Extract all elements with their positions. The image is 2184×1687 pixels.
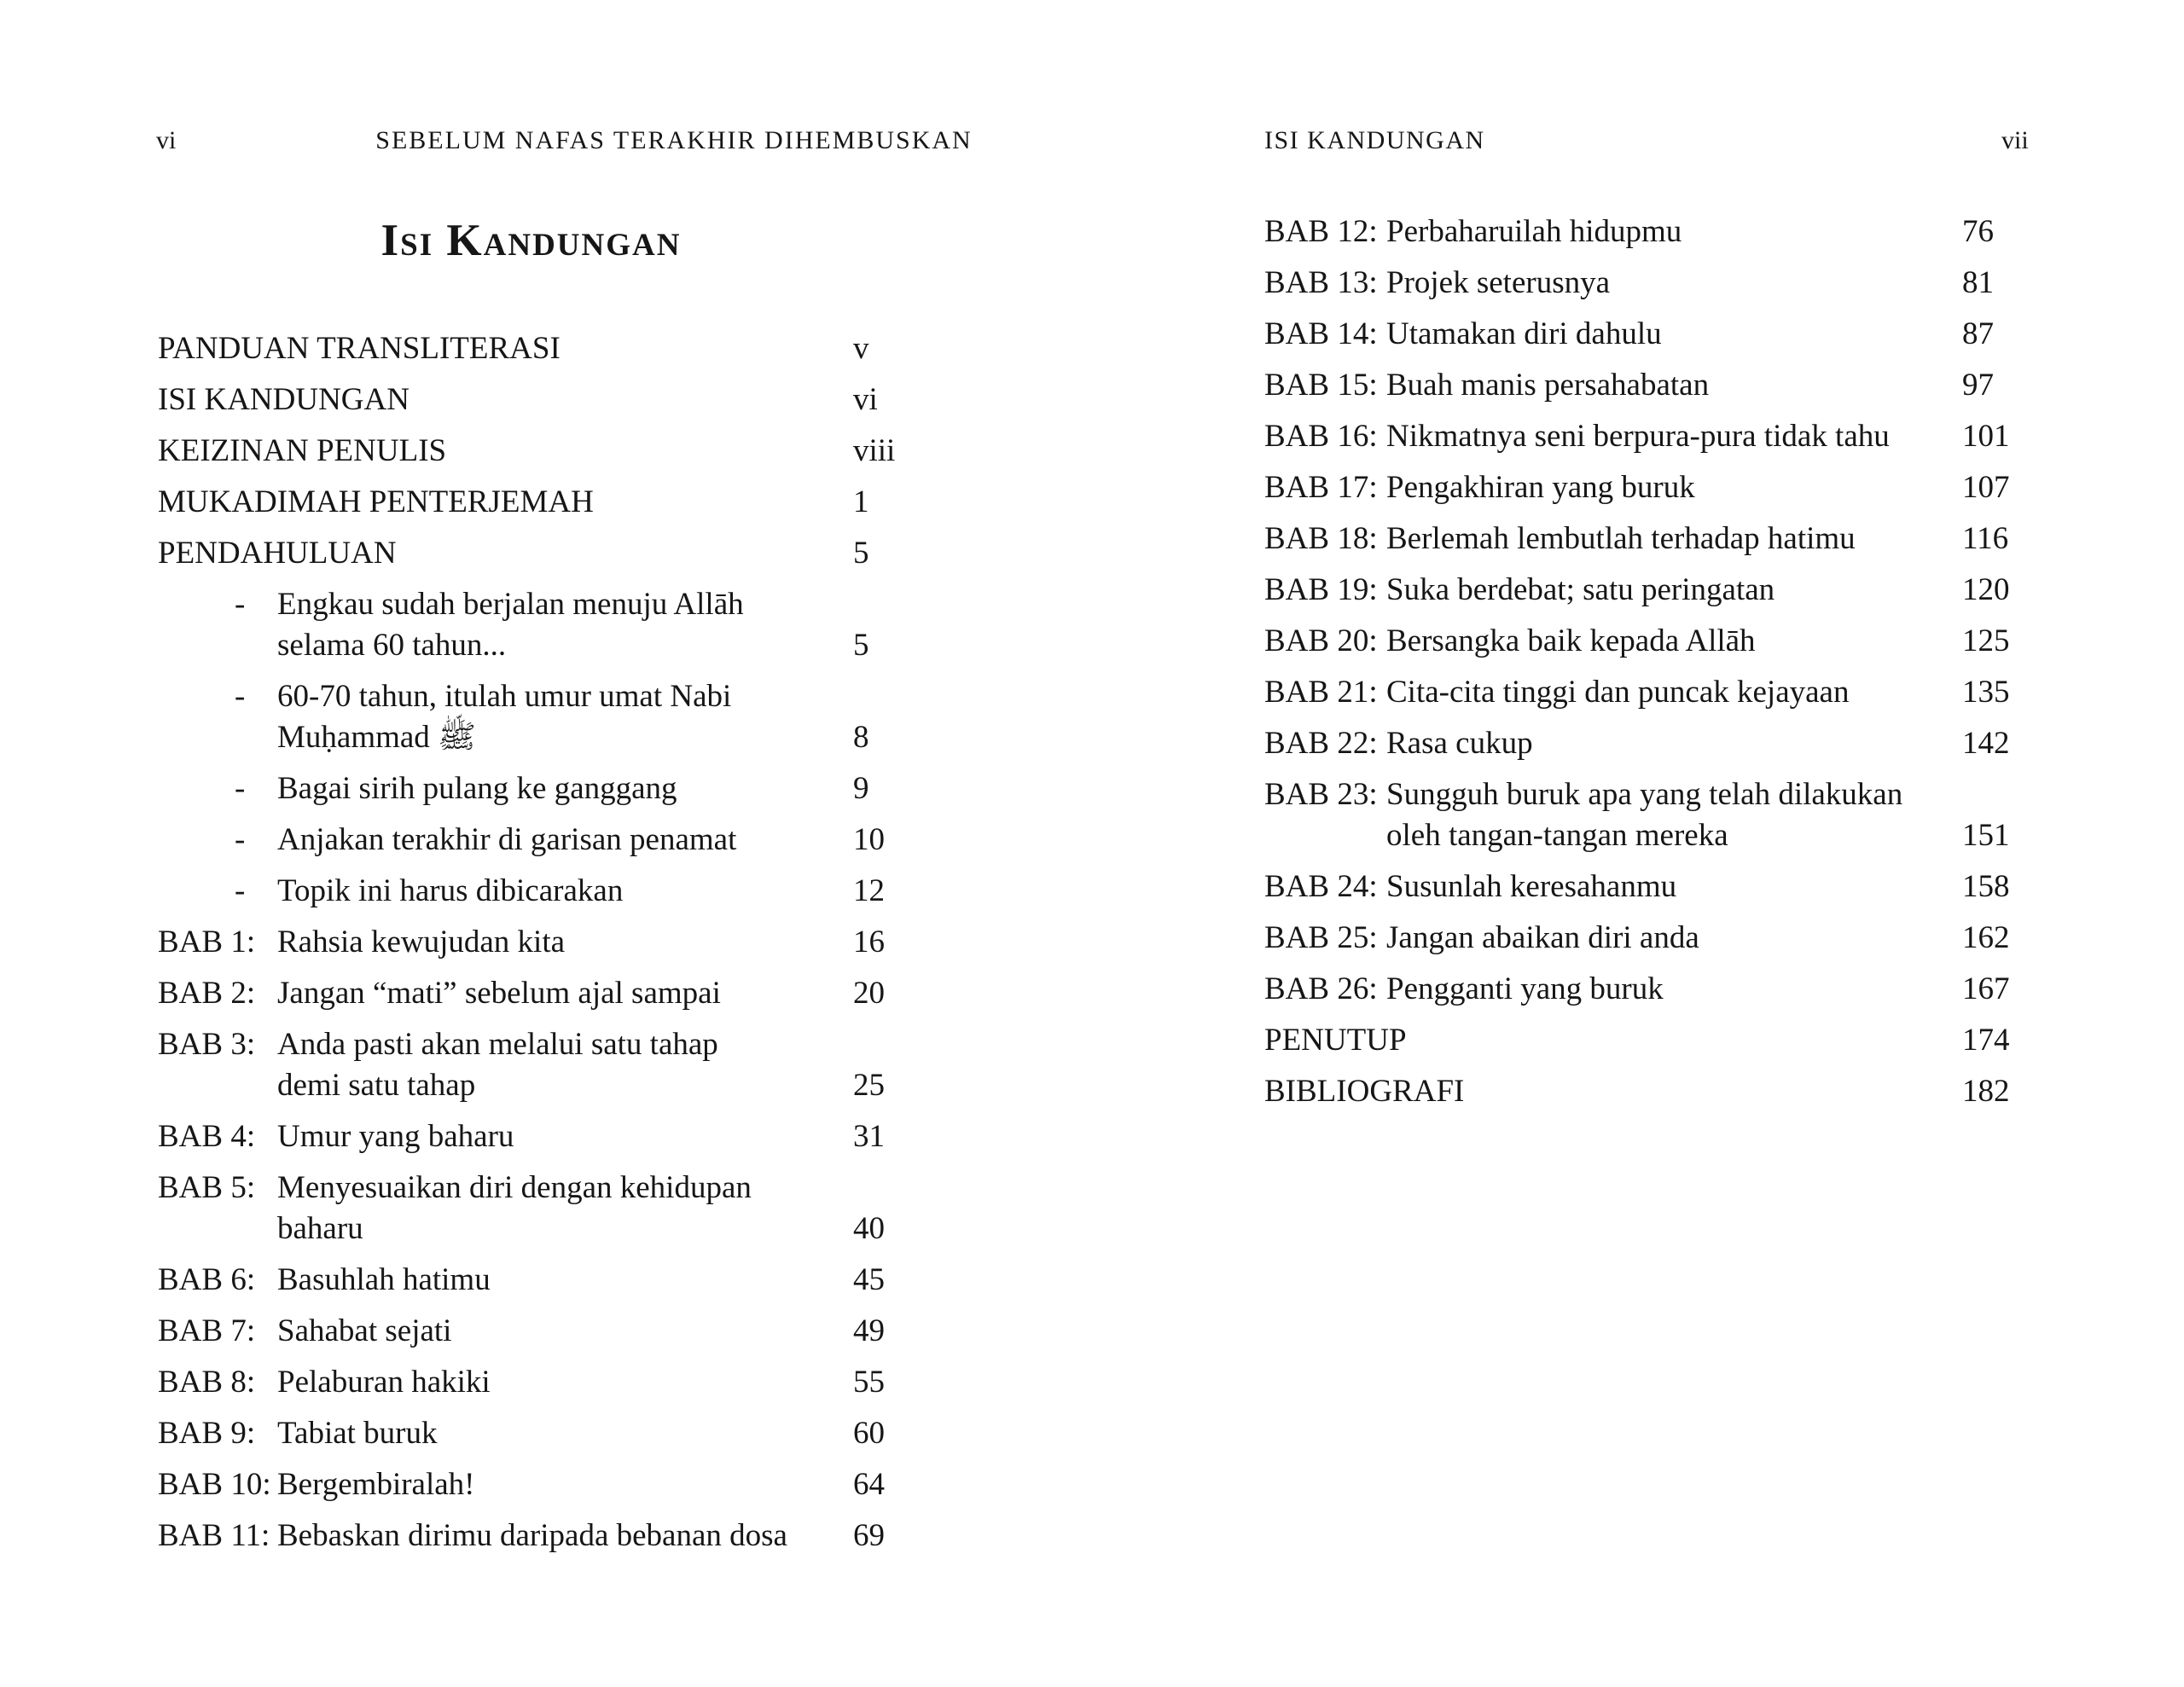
entry-label: BAB 5: [158, 1170, 256, 1205]
toc-entry [1264, 1071, 2066, 1112]
entry-label: BAB 25: [1264, 920, 1378, 955]
entry-title: Menyesuaikan diri dengan kehidupan baharu [277, 1170, 752, 1246]
toc-entry [1264, 1020, 2066, 1061]
entry-label: BAB 20: [1264, 623, 1378, 658]
entry-label: BAB 17: [1264, 470, 1378, 505]
entry-page-number: 16 [853, 925, 885, 959]
entry-page-number: 135 [1962, 675, 2010, 710]
toc-entry [1264, 416, 2066, 457]
entry-label: BAB 2: [158, 976, 256, 1011]
entry-title: Pengganti yang buruk [1386, 971, 1664, 1006]
running-header-right: ISI KANDUNGAN [1264, 126, 1485, 154]
toc-entry [158, 1464, 956, 1505]
toc-entry [158, 1362, 956, 1403]
entry-label: BAB 19: [1264, 572, 1378, 607]
entry-dash: - [235, 587, 246, 622]
entry-page-number: 55 [853, 1365, 885, 1400]
entry-title: Projek seterusnya [1386, 265, 1611, 300]
entry-page-number: 31 [853, 1119, 885, 1154]
entry-page-number: 1 [853, 484, 869, 519]
entry-page-number: 45 [853, 1262, 885, 1297]
toc-entry [1264, 314, 2066, 355]
entry-title: 60-70 tahun, itulah umur umat Nabi Muḥammad ﷺ [277, 679, 732, 755]
entry-page-number: 125 [1962, 623, 2010, 658]
entry-label: BAB 4: [158, 1119, 256, 1154]
entry-title: Nikmatnya seni berpura-pura tidak tahu [1386, 419, 1890, 454]
entry-title: Sungguh buruk apa yang telah dilakukan oleh tangan-tangan mereka [1386, 777, 1903, 853]
entry-title: Berlemah lembutlah terhadap hatimu [1386, 521, 1856, 556]
entry-dash: - [235, 822, 246, 857]
toc-entry [158, 1116, 956, 1157]
entry-label: BAB 9: [158, 1416, 256, 1451]
entry-page-number: 167 [1962, 971, 2010, 1006]
entry-page-number: 25 [853, 1068, 885, 1103]
entry-label: BAB 8: [158, 1365, 256, 1400]
entry-title: Cita-cita tinggi dan puncak kejayaan [1386, 675, 1850, 710]
entry-label: BAB 10: [158, 1467, 271, 1502]
entry-label: BAB 22: [1264, 726, 1378, 761]
entry-title: BIBLIOGRAFI [1264, 1074, 1465, 1109]
entry-title: PENUTUP [1264, 1023, 1407, 1058]
entry-title: PANDUAN TRANSLITERASI [158, 331, 561, 366]
entry-page-number: 69 [853, 1518, 885, 1553]
toc-entry [1264, 969, 2066, 1010]
entry-page-number: viii [853, 433, 896, 468]
entry-title: Topik ini harus dibicarakan [277, 873, 624, 908]
entry-label: BAB 15: [1264, 368, 1378, 403]
entry-label: BAB 21: [1264, 675, 1378, 710]
entry-title: Jangan “mati” sebelum ajal sampai [277, 976, 721, 1011]
running-header-left: SEBELUM NAFAS TERAKHIR DIHEMBUSKAN [375, 126, 973, 154]
entry-label: BAB 14: [1264, 316, 1378, 351]
entry-title: MUKADIMAH PENTERJEMAH [158, 484, 594, 519]
entry-page-number: 116 [1962, 521, 2009, 556]
entry-title: Basuhlah hatimu [277, 1262, 491, 1297]
entry-label: BAB 7: [158, 1313, 256, 1348]
entry-page-number: 81 [1962, 265, 1994, 300]
toc-entry [158, 328, 956, 369]
entry-title: Buah manis persahabatan [1386, 368, 1710, 403]
entry-title: Perbaharuilah hidupmu [1386, 214, 1682, 249]
entry-page-number: 107 [1962, 470, 2010, 505]
toc-entry [1264, 918, 2066, 959]
toc-entry [1264, 570, 2066, 611]
entry-page-number: 151 [1962, 818, 2010, 853]
toc-entry [158, 584, 956, 666]
entry-label: BAB 24: [1264, 869, 1378, 904]
toc-entry [158, 871, 956, 912]
entry-title: ISI KANDUNGAN [158, 382, 410, 417]
toc-entry [158, 676, 956, 758]
toc-list-right [1264, 212, 2066, 1122]
entry-label: BAB 16: [1264, 419, 1378, 454]
entry-label: BAB 12: [1264, 214, 1378, 249]
toc-entry [158, 533, 956, 574]
entry-page-number: 142 [1962, 726, 2010, 761]
entry-label: BAB 23: [1264, 777, 1378, 812]
entry-title: Anda pasti akan melalui satu tahap demi satu tahap [277, 1027, 718, 1103]
entry-title: Jangan abaikan diri anda [1386, 920, 1699, 955]
entry-page-number: 162 [1962, 920, 2010, 955]
entry-page-number: vi [853, 382, 878, 417]
toc-entry [158, 380, 956, 420]
entry-label: BAB 6: [158, 1262, 256, 1297]
toc-entry [1264, 212, 2066, 252]
entry-title: Utamakan diri dahulu [1386, 316, 1662, 351]
entry-title: Pelaburan hakiki [277, 1365, 491, 1400]
entry-page-number: 40 [853, 1211, 885, 1246]
toc-entry [1264, 723, 2066, 764]
entry-dash: - [235, 679, 246, 714]
toc-entry [158, 1413, 956, 1454]
entry-dash: - [235, 873, 246, 908]
entry-page-number: 120 [1962, 572, 2010, 607]
entry-label: BAB 26: [1264, 971, 1378, 1006]
folio-left: vi [156, 126, 177, 154]
entry-page-number: 174 [1962, 1023, 2010, 1058]
entry-title: Rahsia kewujudan kita [277, 925, 566, 959]
toc-entry [1264, 467, 2066, 508]
entry-page-number: 60 [853, 1416, 885, 1451]
entry-title: PENDAHULUAN [158, 536, 397, 571]
toc-entry [1264, 365, 2066, 406]
entry-page-number: 97 [1962, 368, 1994, 403]
toc-entry [1264, 867, 2066, 907]
entry-title: Suka berdebat; satu peringatan [1386, 572, 1775, 607]
entry-page-number: 182 [1962, 1074, 2010, 1109]
entry-title: Anjakan terakhir di garisan penamat [277, 822, 737, 857]
toc-entry [158, 973, 956, 1014]
entry-page-number: v [853, 331, 869, 366]
toc-entry [158, 1311, 956, 1352]
toc-entry [158, 922, 956, 963]
toc-entry [1264, 774, 2066, 856]
entry-title: Bebaskan dirimu daripada bebanan dosa [277, 1518, 787, 1553]
toc-entry [158, 482, 956, 523]
toc-entry [158, 431, 956, 472]
entry-title: Bagai sirih pulang ke ganggang [277, 771, 677, 806]
entry-page-number: 101 [1962, 419, 2010, 454]
entry-page-number: 9 [853, 771, 869, 806]
folio-right: vii [2001, 126, 2029, 154]
toc-entry [1264, 519, 2066, 559]
entry-page-number: 158 [1962, 869, 2010, 904]
entry-page-number: 12 [853, 873, 885, 908]
entry-dash: - [235, 771, 246, 806]
toc-entry [1264, 263, 2066, 304]
entry-title: Engkau sudah berjalan menuju Allāh selama 60 tahun... [277, 587, 744, 663]
toc-entry [158, 1024, 956, 1106]
toc-title: Isi Kandungan [380, 216, 682, 265]
entry-title: Sahabat sejati [277, 1313, 452, 1348]
entry-title: Rasa cukup [1386, 726, 1533, 761]
entry-label: BAB 13: [1264, 265, 1378, 300]
toc-entry [1264, 621, 2066, 662]
entry-page-number: 10 [853, 822, 885, 857]
toc-entry [1264, 672, 2066, 713]
entry-label: BAB 1: [158, 925, 256, 959]
entry-title: Bersangka baik kepada Allāh [1386, 623, 1756, 658]
toc-entry [158, 1260, 956, 1301]
entry-label: BAB 3: [158, 1027, 256, 1062]
entry-title: Pengakhiran yang buruk [1386, 470, 1695, 505]
toc-entry [158, 820, 956, 861]
entry-title: Bergembiralah! [277, 1467, 475, 1502]
toc-entry [158, 1168, 956, 1249]
entry-page-number: 64 [853, 1467, 885, 1502]
toc-entry [158, 1516, 956, 1557]
entry-label: BAB 18: [1264, 521, 1378, 556]
entry-page-number: 5 [853, 628, 869, 663]
entry-label: BAB 11: [158, 1518, 270, 1553]
entry-page-number: 5 [853, 536, 869, 571]
entry-title: KEIZINAN PENULIS [158, 433, 447, 468]
entry-title: Umur yang baharu [277, 1119, 514, 1154]
entry-page-number: 8 [853, 720, 869, 755]
toc-list-left [158, 328, 956, 1567]
entry-page-number: 49 [853, 1313, 885, 1348]
entry-title: Susunlah keresahanmu [1386, 869, 1677, 904]
toc-entry [158, 768, 956, 809]
entry-page-number: 76 [1962, 214, 1994, 249]
entry-title: Tabiat buruk [277, 1416, 438, 1451]
entry-page-number: 20 [853, 976, 885, 1011]
entry-page-number: 87 [1962, 316, 1994, 351]
